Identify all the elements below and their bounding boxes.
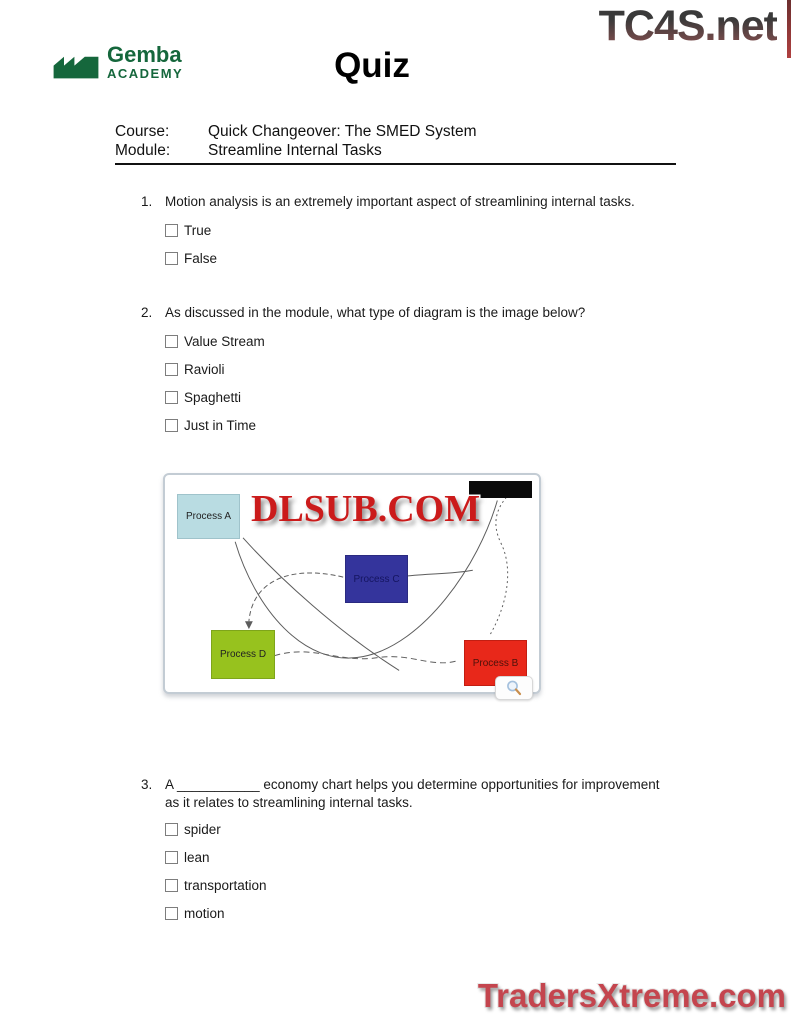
answer-label: lean [184, 850, 210, 865]
answer-label: transportation [184, 878, 267, 893]
answer-label: True [184, 223, 212, 238]
answer-checkbox[interactable] [165, 879, 178, 892]
magnifier-icon [504, 679, 524, 697]
question-3 [141, 776, 701, 933]
answer-option [165, 361, 701, 378]
process-b-box: Process B [464, 640, 527, 686]
logo-sub-text: ACADEMY [107, 66, 184, 81]
answer-checkbox[interactable] [165, 419, 178, 432]
bottom-watermark: TradersXtreme.com [477, 977, 786, 1014]
arrowhead [245, 621, 253, 629]
page-title: Quiz [334, 46, 410, 85]
answer-checkbox[interactable] [165, 907, 178, 920]
spaghetti-diagram-image [163, 473, 541, 694]
answer-checkbox[interactable] [165, 335, 178, 348]
answer-label: Spaghetti [184, 390, 242, 405]
answer-label: motion [184, 906, 225, 921]
answer-checkbox[interactable] [165, 851, 178, 864]
answer-option [165, 333, 701, 350]
course-module-header [115, 122, 676, 165]
logo-brand-text: Gemba [107, 42, 182, 67]
module-value: Streamline Internal Tasks [208, 142, 382, 159]
process-a-box: Process A [177, 494, 240, 539]
answer-checkbox[interactable] [165, 363, 178, 376]
process-d-box: Process D [211, 630, 275, 679]
answer-checkbox[interactable] [165, 252, 178, 265]
diagram-watermark: DLSUB.COM [251, 488, 481, 530]
answer-option [165, 389, 701, 406]
top-watermark: TC4S.net [598, 2, 777, 50]
question-text: As discussed in the module, what type of diagram is the image below? [165, 305, 586, 320]
answer-option [165, 417, 701, 434]
question-text: Motion analysis is an extremely important aspect of streamlining internal tasks. [165, 194, 635, 209]
question-1 [141, 193, 701, 278]
answer-label: False [184, 251, 218, 266]
answer-label: Value Stream [184, 334, 265, 349]
question-number: 1. [141, 194, 153, 209]
question-number: 3. [141, 777, 153, 792]
answer-option [165, 905, 701, 922]
course-value: Quick Changeover: The SMED System [208, 123, 477, 140]
answer-option [165, 877, 701, 894]
process-c-box: Process C [345, 555, 408, 603]
answer-option [165, 821, 701, 838]
question-number: 2. [141, 305, 153, 320]
answer-label: Ravioli [184, 362, 225, 377]
question-text: A ___________ economy chart helps you determine opportunities for improvement as it relates to streamlining internal tasks. [165, 777, 660, 810]
answer-checkbox[interactable] [165, 224, 178, 237]
answer-option [165, 250, 701, 267]
question-2 [141, 304, 701, 445]
answer-option [165, 222, 701, 239]
answer-label: spider [184, 822, 221, 837]
answer-checkbox[interactable] [165, 391, 178, 404]
answer-option [165, 849, 701, 866]
course-label: Course: [115, 123, 170, 140]
answer-label: Just in Time [184, 418, 257, 433]
red-edge-strip [787, 0, 791, 58]
answer-checkbox[interactable] [165, 823, 178, 836]
zoom-badge[interactable] [495, 676, 533, 700]
module-label: Module: [115, 142, 171, 159]
